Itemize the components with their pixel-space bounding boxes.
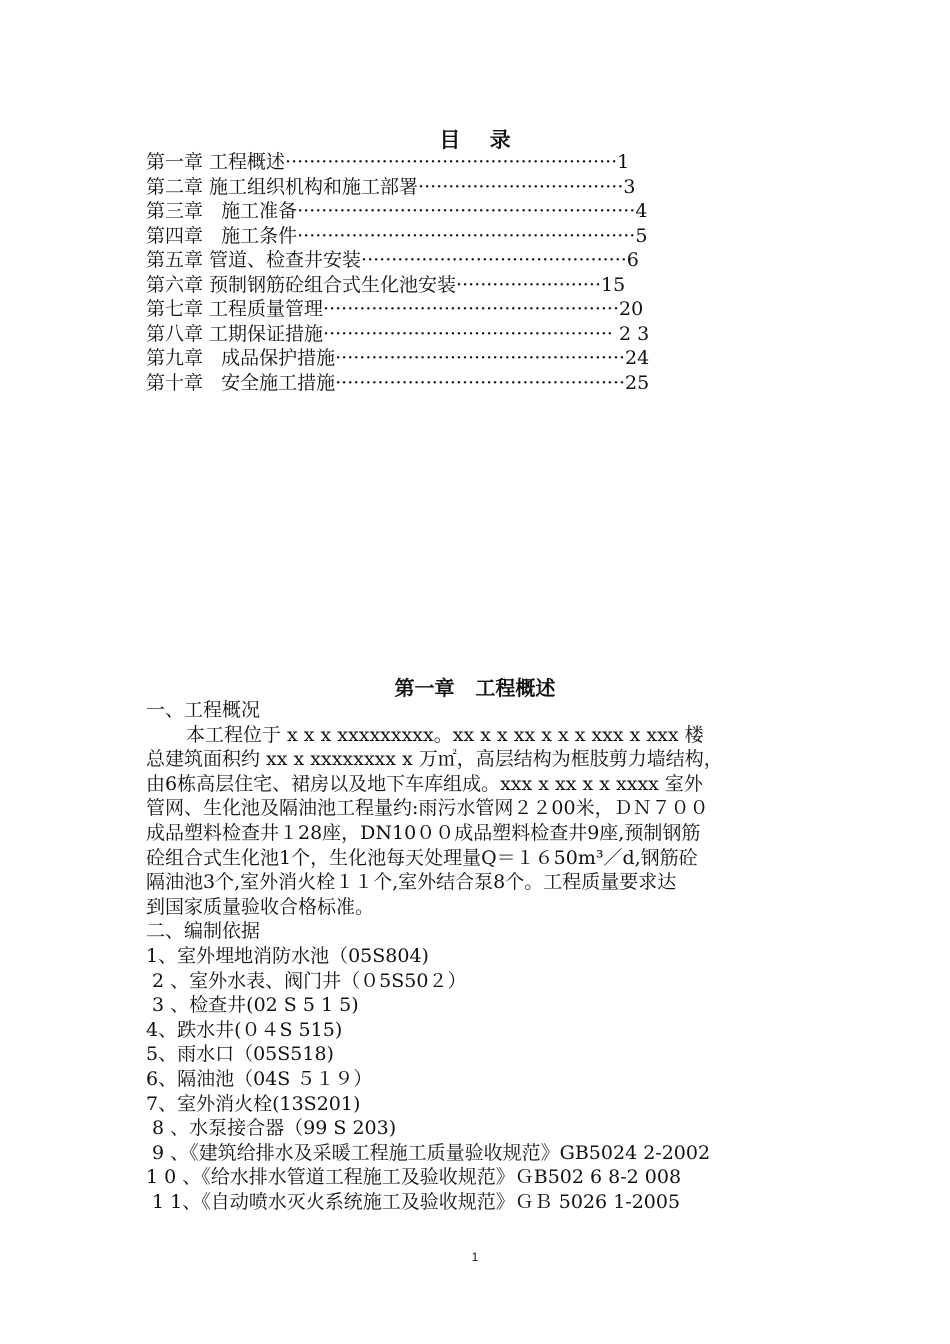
toc-title: 目 录 xyxy=(439,127,511,152)
toc-entry[interactable]: 第七章 工程质量管理·················································20 xyxy=(146,298,644,320)
toc-entry[interactable]: 第三章 施工准备························································4 xyxy=(146,200,648,222)
paragraph-line: 砼组合式生化池1个，生化池每天处理量Q＝１６50m³／d,钢筋砼 xyxy=(146,846,698,869)
toc-entry[interactable]: 第五章 管道、检查井安装············································6 xyxy=(146,249,639,271)
list-item: 1、室外埋地消防水池（05S804) xyxy=(146,944,429,967)
page-number: 1 xyxy=(471,1250,479,1264)
chapter-title: 第一章 工程概述 xyxy=(394,676,556,700)
toc-entry[interactable]: 第二章 施工组织机构和施工部署··································3 xyxy=(146,175,636,198)
paragraph-line: 本工程位于 x x x xxxxxxxxx。xx x x xx x x x xxx x xxx 楼 xyxy=(186,723,704,746)
toc-entry[interactable]: 第四章 施工条件························································5 xyxy=(146,224,648,247)
list-item: 1 1、《自动喷水灭火系统施工及验收规范》ＧＢ 5026 1-2005 xyxy=(146,1190,681,1213)
toc-entry[interactable]: 第九章 成品保护措施················································24 xyxy=(146,347,650,369)
chapter-body xyxy=(146,698,816,1214)
list-item: 6、隔油池（04S ５１９） xyxy=(146,1067,373,1090)
toc-entry[interactable]: 第十章 安全施工措施················································25 xyxy=(146,371,650,394)
list-item: 2 、室外水表、阀门井（０5S50２） xyxy=(146,969,467,992)
toc-entry[interactable]: 第八章 工期保证措施················································ 2 3 xyxy=(146,322,650,345)
paragraph-line: 总建筑面积约 xx x xxxxxxxx x 万㎡，高层结构为框肢剪力墙结构， xyxy=(146,748,723,771)
paragraph-line: 管网、生化池及隔油池工程量约:雨污水管网２２00米，ＤＮ７００ xyxy=(146,797,709,820)
section-heading: 一、工程概况 xyxy=(146,699,261,721)
table-of-contents xyxy=(146,150,786,395)
list-item: 8 、水泵接合器（99 S 203) xyxy=(146,1117,397,1140)
list-item: 3 、检查井(02 S 5 1 5) xyxy=(146,994,359,1017)
list-item: 7、室外消火栓(13S201) xyxy=(146,1092,361,1115)
list-item: 9 、《建筑给排水及采暖工程施工质量验收规范》GB5024 2-2002 xyxy=(146,1141,711,1164)
paragraph-line: 成品塑料检查井１28座，DN10００成品塑料检查井9座,预制钢筋 xyxy=(146,821,701,844)
list-item: 1 0 、《给水排水管道工程施工及验收规范》ＧB502 6 8-2 008 xyxy=(146,1166,682,1189)
paragraph-line: 隔油池3个,室外消火栓１１个,室外结合泵8个。工程质量要求达 xyxy=(146,871,677,894)
toc-entry[interactable]: 第一章 工程概述·······················································1 xyxy=(146,151,630,173)
toc-entry[interactable]: 第六章 预制钢筋砼组合式生化池安装························15 xyxy=(146,273,626,296)
list-item: 5、雨水口（05S518) xyxy=(146,1043,334,1066)
list-item: 4、跌水井(０４S 515) xyxy=(146,1018,343,1041)
paragraph-line: 由6栋高层住宅、裙房以及地下车库组成。xxx x xx x x xxxx 室外 xyxy=(146,772,703,795)
paragraph-line: 到国家质量验收合格标准。 xyxy=(146,895,375,918)
section-heading: 二、编制依据 xyxy=(146,920,261,943)
